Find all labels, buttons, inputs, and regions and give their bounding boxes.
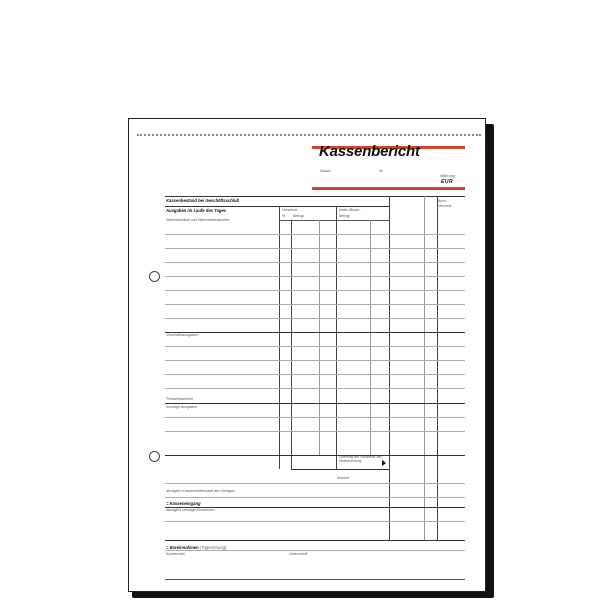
transfer-note: Übertrag der Vorsteuer bei Nettobuchung (339, 455, 382, 463)
row-line (165, 318, 465, 319)
business-expenses-label: Geschäftsausgaben (166, 333, 198, 337)
percent-header: % (282, 214, 286, 218)
rule-transfer (165, 455, 465, 456)
rule-business-expenses (165, 332, 465, 333)
vline-col-amount-cents (319, 220, 320, 455)
sum-label: Summe (337, 476, 350, 480)
goods-purchases-label: Wareneinkäufe und Warennebenkosten (166, 218, 230, 222)
rule-closing-balance-top (165, 196, 465, 197)
kassenbericht-form-sheet (128, 118, 486, 592)
amount-header: Betrag (293, 214, 304, 218)
transfer-arrow-icon (382, 460, 386, 466)
row-line (165, 346, 465, 347)
minus-other-income-label: abzüglich sonstige Einnahmen (166, 508, 215, 512)
rule-expenses-top (165, 206, 389, 207)
row-line (165, 234, 465, 235)
row-line (165, 248, 465, 249)
cash-revenue-suffix: (Tageslosung) (199, 545, 227, 550)
row-line (165, 550, 465, 551)
currency-label: Währung (440, 174, 455, 178)
number-label: Nr. (379, 169, 384, 173)
rule-subheader (279, 220, 389, 221)
customer-count-label: Kundenzahl (166, 552, 185, 556)
row-line (165, 290, 465, 291)
signature-label: Unterschrift (289, 552, 308, 556)
private-withdrawals-label: Privatentnahmen (166, 397, 194, 401)
vline-col-percent (279, 206, 280, 469)
other-expenses-label: Sonstige Ausgaben (166, 405, 198, 409)
net-gross-header: Netto-/Brutto- (339, 208, 361, 212)
net-gross-amount-header: Betrag (339, 214, 350, 218)
expenses-heading: Ausgaben im Laufe des Tages (166, 208, 227, 213)
cash-revenue-bold: = Bareinnahmen (166, 545, 199, 550)
row-line (165, 374, 465, 375)
date-label: Datum (320, 169, 331, 173)
title-red-bar-bottom (312, 187, 465, 190)
row-line (165, 304, 465, 305)
booking-ref-header: Buch.-Vermerk (438, 199, 452, 208)
row-line (165, 388, 465, 389)
vline-col-net-cents (370, 220, 371, 455)
form-title: Kassenbericht (319, 143, 420, 160)
input-tax-header: Vorsteuer (282, 208, 298, 212)
row-line (165, 417, 465, 418)
row-line (165, 521, 465, 522)
row-line (165, 360, 465, 361)
row-line (165, 431, 465, 432)
currency-value: EUR (441, 179, 454, 185)
cash-receipts-label: = Kasseneingang (166, 501, 201, 506)
rule-cash-revenue (165, 540, 465, 541)
row-line (165, 276, 465, 277)
rule-other-expenses (165, 403, 465, 404)
perforation-line (137, 134, 481, 136)
rule-transfer-bottom (291, 469, 389, 470)
signature-line (165, 579, 465, 580)
minus-previous-balance-label: abzüglich Kassenendbestand des Vortages (166, 489, 235, 493)
row-line (165, 262, 465, 263)
row-line-sum (165, 483, 465, 484)
closing-balance-label: Kassenbestand bei Geschäftsschluß (166, 198, 240, 203)
row-line (165, 497, 465, 498)
punch-hole-top (149, 271, 160, 282)
punch-hole-bottom (149, 451, 160, 462)
vline-col-net (336, 206, 337, 469)
